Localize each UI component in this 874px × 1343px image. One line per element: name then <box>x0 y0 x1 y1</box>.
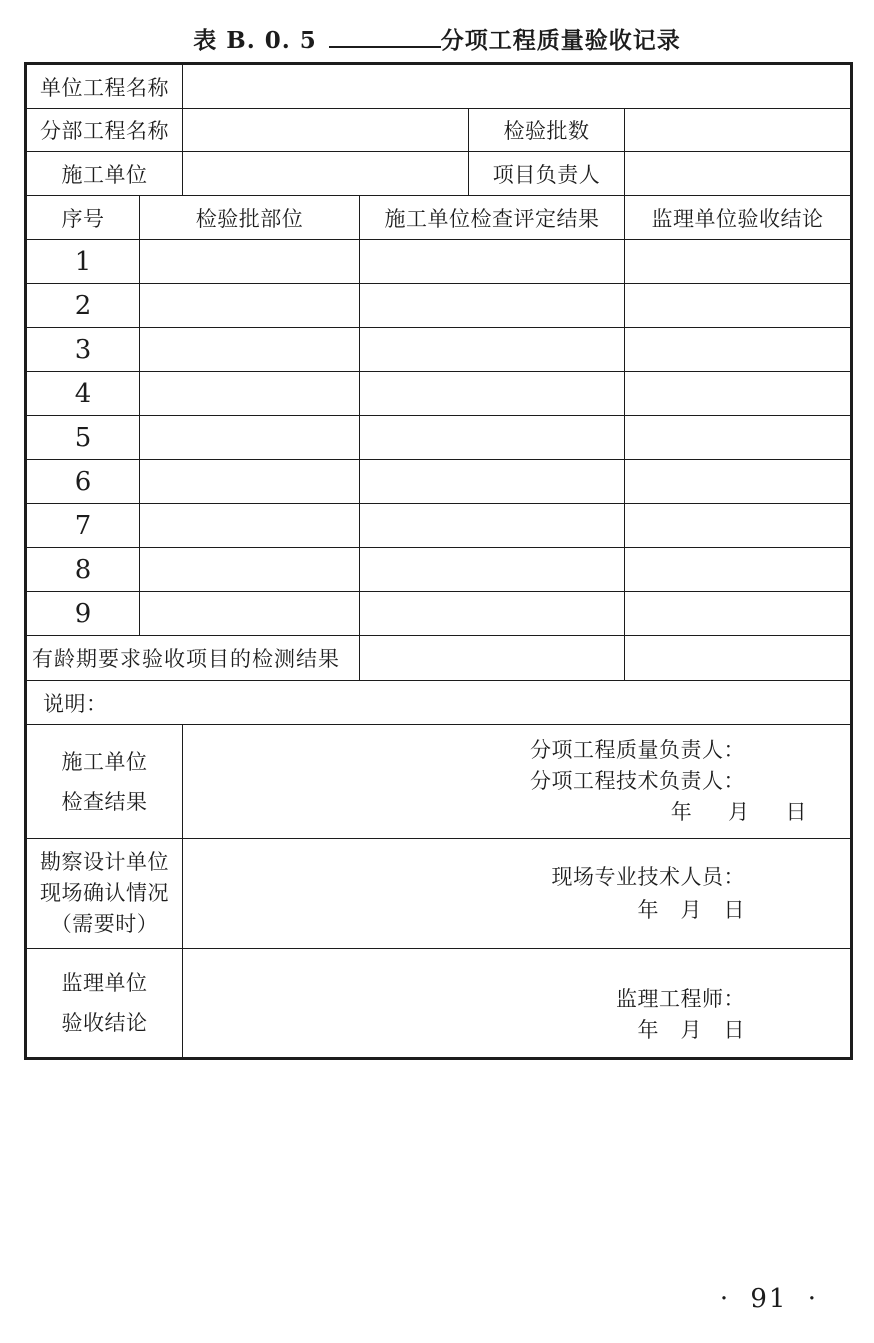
table-row <box>26 328 852 372</box>
survey-design-confirm-label-cell <box>26 839 183 949</box>
site-technician-sign-block <box>183 861 850 927</box>
batch-location-cell <box>140 372 360 416</box>
supervision-conclusion-section <box>26 949 852 1059</box>
row-number-cell: 4 <box>26 372 140 416</box>
row-number-cell: 8 <box>26 548 140 592</box>
section-label-line: （需要时） <box>50 912 159 936</box>
construction-unit-check-content-cell <box>183 725 852 839</box>
section-label-line: 施工单位 <box>61 749 148 774</box>
conclusion-cell <box>625 460 852 504</box>
batch-location-cell <box>140 284 360 328</box>
row-number-cell: 3 <box>26 328 140 372</box>
check-result-cell <box>360 284 625 328</box>
conclusion-cell <box>625 240 852 284</box>
row-number-cell: 2 <box>26 284 140 328</box>
table-row <box>26 548 852 592</box>
header-serial-number: 序号 <box>26 196 140 240</box>
title-table-number: 表 B. 0. 5 <box>193 27 317 54</box>
supervision-conclusion-content-cell <box>183 949 852 1059</box>
check-result-cell <box>360 372 625 416</box>
inspection-batch-count-value-cell <box>625 109 852 152</box>
sub-project-row <box>26 109 852 152</box>
conclusion-cell <box>625 504 852 548</box>
table-row <box>26 504 852 548</box>
check-result-cell <box>360 328 625 372</box>
row-number-cell: 5 <box>26 416 140 460</box>
age-requirement-conclusion-cell <box>625 636 852 681</box>
section-label-line: 检查结果 <box>61 789 148 814</box>
technical-leader-sign-line: 分项工程技术负责人： <box>530 769 745 793</box>
batch-location-cell <box>140 328 360 372</box>
header-batch-location: 检验批部位 <box>140 196 360 240</box>
row-number-cell: 1 <box>26 240 140 284</box>
construction-unit-check-section <box>26 725 852 839</box>
survey-design-confirm-content-cell <box>183 839 852 949</box>
note-row <box>26 681 852 725</box>
table-header-row <box>26 196 852 240</box>
acceptance-record-table <box>24 62 853 1060</box>
construction-unit-check-label-cell <box>26 725 183 839</box>
section-label-line: 验收结论 <box>61 1011 148 1035</box>
table-row <box>26 460 852 504</box>
check-result-cell <box>360 548 625 592</box>
construction-unit-label: 施工单位 <box>26 152 183 196</box>
site-technician-sign-line: 现场专业技术人员： <box>551 864 745 889</box>
check-result-cell <box>360 416 625 460</box>
sub-project-name-value-cell <box>183 109 469 152</box>
age-requirement-result-cell <box>360 636 625 681</box>
date-line: 年 月 日 <box>670 800 807 824</box>
row-number-cell: 6 <box>26 460 140 504</box>
section-label-line: 现场确认情况 <box>40 881 169 905</box>
conclusion-cell <box>625 372 852 416</box>
unit-project-name-value-cell <box>183 64 852 109</box>
check-result-cell <box>360 240 625 284</box>
conclusion-cell <box>625 592 852 636</box>
inspection-batch-count-label: 检验批数 <box>469 109 625 152</box>
project-leader-label: 项目负责人 <box>469 152 625 196</box>
batch-location-cell <box>140 504 360 548</box>
batch-location-cell <box>140 592 360 636</box>
batch-location-cell <box>140 460 360 504</box>
row-number-cell: 7 <box>26 504 140 548</box>
supervision-engineer-sign-line: 监理工程师： <box>616 987 745 1011</box>
page-number: · 91 · <box>719 1284 818 1314</box>
supervision-conclusion-label-cell <box>26 949 183 1059</box>
title-text: 分项工程质量验收记录 <box>440 27 681 54</box>
check-result-cell <box>360 460 625 504</box>
header-supervision-conclusion: 监理单位验收结论 <box>625 196 852 240</box>
survey-design-confirm-section <box>26 839 852 949</box>
table-row <box>26 372 852 416</box>
age-requirement-label: 有龄期要求验收项目的检测结果 <box>26 636 360 681</box>
title-blank-underline <box>329 44 441 48</box>
conclusion-cell <box>625 416 852 460</box>
note-label: 说明： <box>26 681 852 725</box>
check-result-cell <box>360 504 625 548</box>
table-row <box>26 284 852 328</box>
age-requirement-row <box>26 636 852 681</box>
date-line: 年 月 日 <box>637 1018 745 1042</box>
construction-unit-row <box>26 152 852 196</box>
construction-check-sign-block <box>183 735 850 828</box>
unit-project-row <box>26 64 852 109</box>
quality-leader-sign-line: 分项工程质量负责人： <box>530 738 745 762</box>
unit-project-name-label: 单位工程名称 <box>26 64 183 109</box>
construction-unit-value-cell <box>183 152 469 196</box>
batch-location-cell <box>140 240 360 284</box>
batch-location-cell <box>140 416 360 460</box>
check-result-cell <box>360 592 625 636</box>
section-label-line: 勘察设计单位 <box>40 850 169 874</box>
section-label-line: 监理单位 <box>61 971 148 995</box>
date-line: 年 月 日 <box>637 897 745 922</box>
project-leader-value-cell <box>625 152 852 196</box>
sub-project-name-label: 分部工程名称 <box>26 109 183 152</box>
row-number-cell: 9 <box>26 592 140 636</box>
conclusion-cell <box>625 548 852 592</box>
table-row <box>26 592 852 636</box>
batch-location-cell <box>140 548 360 592</box>
conclusion-cell <box>625 328 852 372</box>
table-row <box>26 240 852 284</box>
conclusion-cell <box>625 284 852 328</box>
header-construction-check-result: 施工单位检查评定结果 <box>360 196 625 240</box>
table-row <box>26 416 852 460</box>
supervision-engineer-sign-block <box>183 984 850 1046</box>
page-title <box>0 27 874 55</box>
